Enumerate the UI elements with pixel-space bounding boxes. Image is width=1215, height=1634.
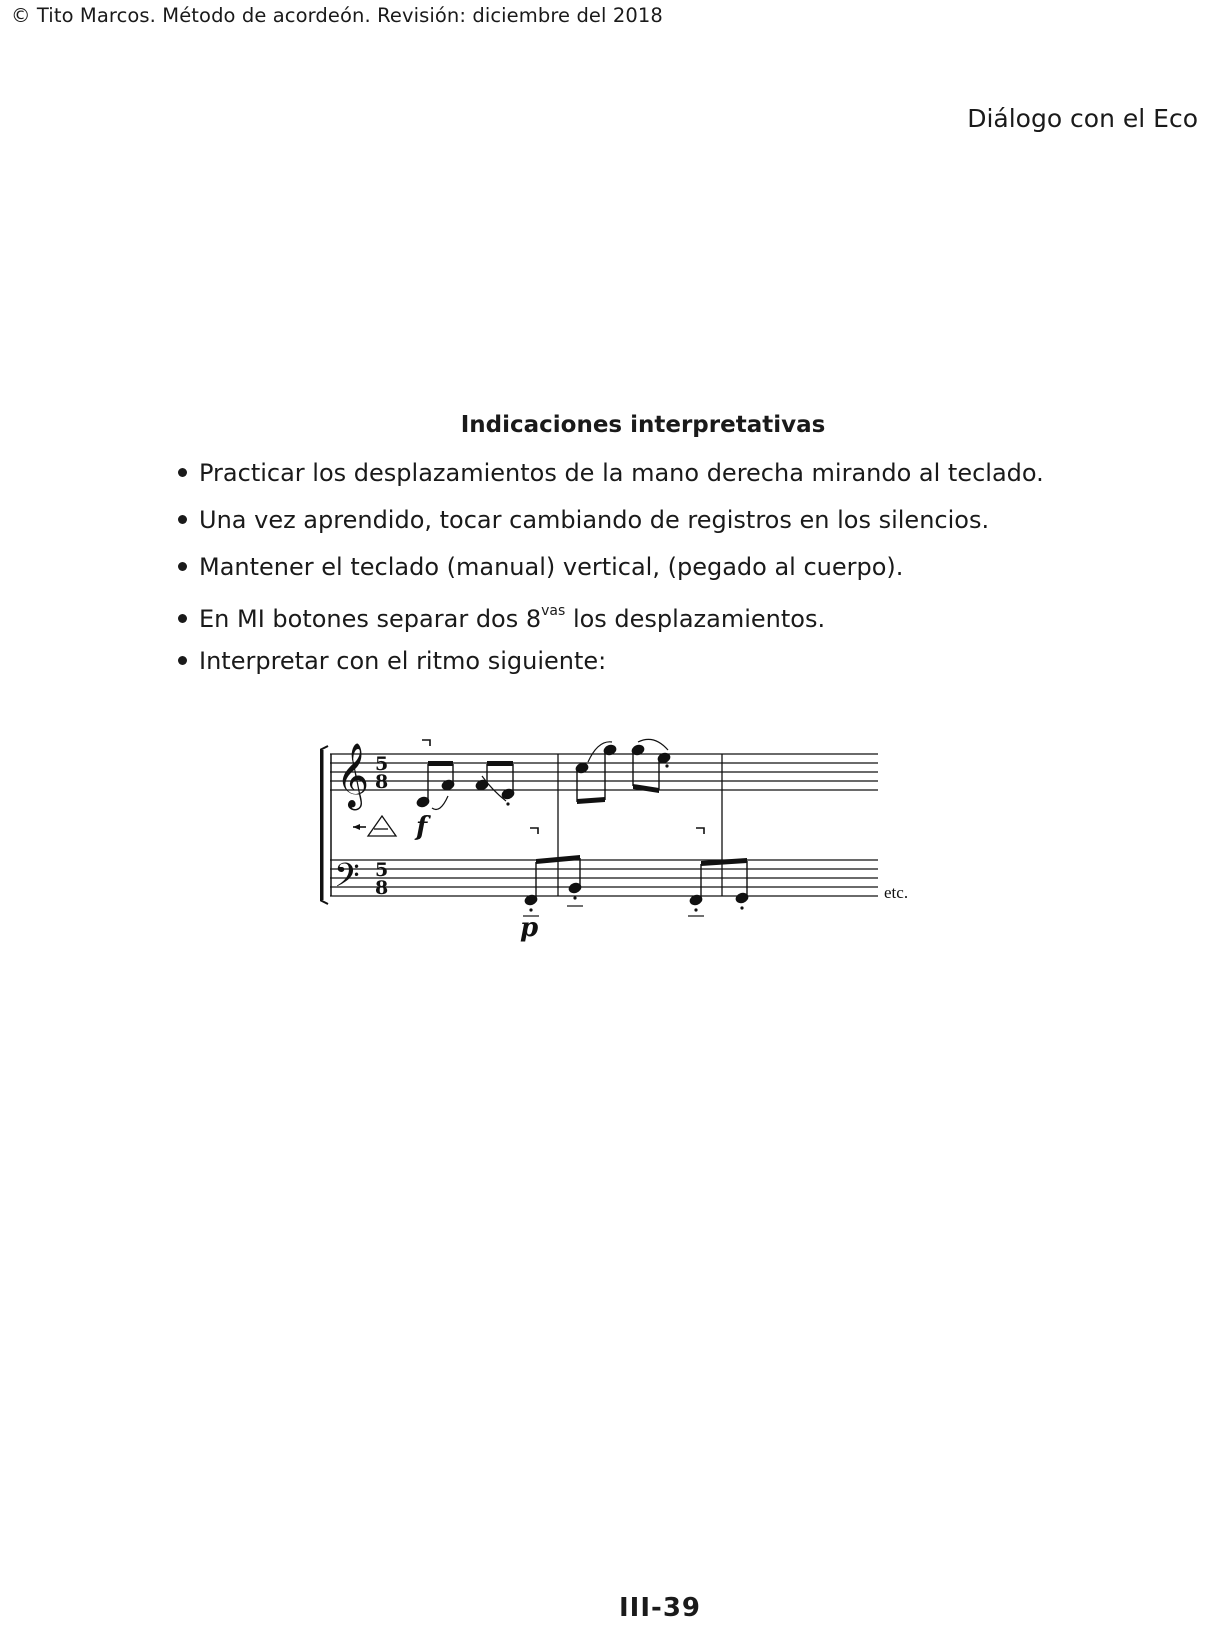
bass-clef-icon: 𝄢 xyxy=(334,857,360,903)
ordinal-superscript: vas xyxy=(541,603,566,619)
bass-notes xyxy=(523,828,749,916)
list-item xyxy=(178,599,1044,646)
etc-label: etc. xyxy=(884,883,909,902)
bullet-icon xyxy=(178,515,187,524)
list-item xyxy=(178,552,1044,599)
time-signature-lower: 8 xyxy=(375,771,389,793)
time-signature-upper: 5 xyxy=(375,753,389,775)
list-item-text-post: los desplazamientos. xyxy=(565,605,826,633)
bullet-icon xyxy=(178,656,187,665)
bullet-icon xyxy=(178,614,187,623)
barlines xyxy=(558,754,722,896)
time-signature-lower: 8 xyxy=(375,877,389,899)
staff-lines xyxy=(330,754,878,896)
treble-notes xyxy=(416,739,671,809)
system-bracket xyxy=(320,746,331,904)
list-item-text: Practicar los desplazamientos de la mano derecha mirando al teclado. xyxy=(199,459,1044,487)
list-item xyxy=(178,458,1044,505)
bullet-icon xyxy=(178,468,187,477)
section-title: Indicaciones interpretativas xyxy=(460,412,826,438)
list-item xyxy=(178,505,1044,552)
copyright-notice: © Tito Marcos. Método de acordeón. Revisión: diciembre del 2018 xyxy=(11,4,663,27)
accordion-register-icon xyxy=(353,816,396,836)
list-item-text: Una vez aprendido, tocar cambiando de registros en los silencios. xyxy=(199,506,990,534)
list-item-text: Interpretar con el ritmo siguiente: xyxy=(199,647,607,675)
dynamic-piano: p xyxy=(520,913,539,943)
instructions-list xyxy=(178,458,1044,693)
time-signature-upper: 5 xyxy=(375,859,389,881)
piece-title: Diálogo con el Eco xyxy=(967,104,1198,133)
list-item-text-pre: En MI botones separar dos 8 xyxy=(199,605,542,633)
page-number: III-39 xyxy=(619,1593,701,1623)
list-item xyxy=(178,646,1044,693)
music-score xyxy=(320,730,960,960)
list-item-text: Mantener el teclado (manual) vertical, (pegado al cuerpo). xyxy=(199,553,904,581)
treble-clef-icon: 𝄞 xyxy=(336,743,370,808)
bullet-icon xyxy=(178,562,187,571)
list-item-text xyxy=(199,605,825,633)
dynamic-forte: f xyxy=(416,812,428,842)
